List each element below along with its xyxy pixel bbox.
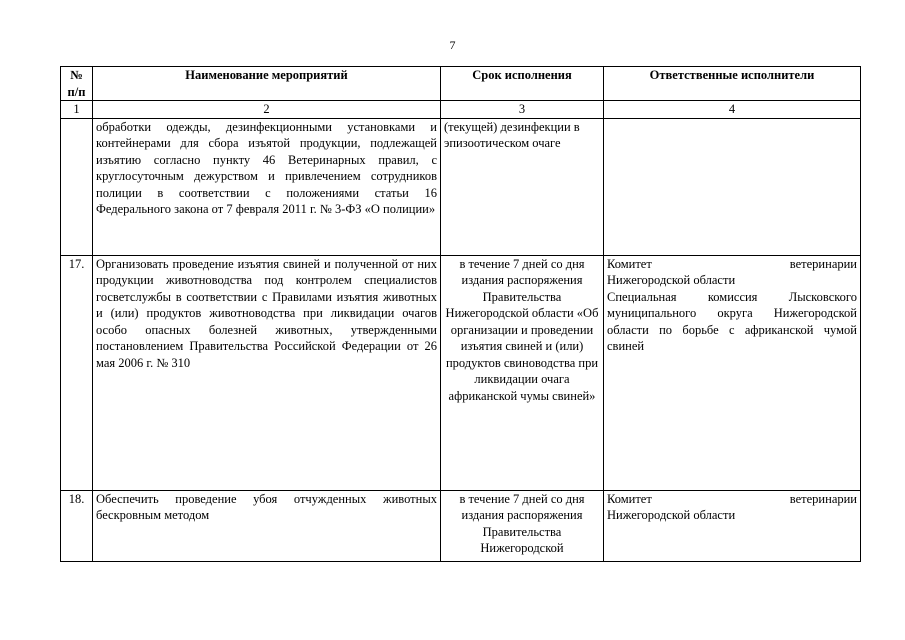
measure-text: Организовать проведение изъятия свиней и полученной от них продукции животноводства под контролем специалистов госветслужбы в соответствии с Правилами изъятия животных и (или) продуктов животноводства при ликвидации очагов особо опасных болезней животных, утвержденными постановлением Правительства Российской Федерации от 26 мая 2006 г. № 310 <box>93 255 441 490</box>
row-number <box>61 118 93 255</box>
header-measure: Наименование мероприятий <box>93 67 441 101</box>
responsible-text <box>604 118 861 255</box>
responsible-first-line <box>607 256 857 273</box>
header-responsible: Ответственные исполнители <box>604 67 861 101</box>
page-number: 7 <box>449 38 456 52</box>
deadline-text: издания распоряжения Правительства Нижегородской области «Об организации и проведении изъятия свиней и (или) продуктов свиноводства при ликвидации очага африканской чумы свиней» <box>445 273 599 403</box>
column-number: 1 <box>61 101 93 119</box>
responsible-word: ветеринарии <box>789 256 857 271</box>
deadline-first-line: в течение 7 дней со дня <box>459 256 585 271</box>
responsible-text: Специальная комиссия Лысковского муниципального округа Нижегородской области по борьбе с африканской чумой свиней <box>607 289 857 353</box>
measures-table <box>60 66 861 562</box>
responsible-text: Нижегородской области <box>607 508 736 522</box>
responsible-cell <box>604 490 861 561</box>
row-number: 17. <box>61 255 93 490</box>
responsible-text: Нижегородской области <box>607 273 736 287</box>
responsible-word: ветеринарии <box>789 491 857 506</box>
column-number-row <box>61 101 861 119</box>
measure-text: обработки одежды, дезинфекционными установками и контейнерами для сбора изъятой продукции, подлежащей изъятию согласно пункту 46 Ветеринарных правил, с круглосуточным дежурством и привлечением сотрудников полиции в соответствии с положениями статьи 16 Федерального закона от 7 февраля 2011 г. № 3-ФЗ «О полиции» <box>93 118 441 255</box>
measure-text: Обеспечить проведение убоя отчужденных животных бескровным методом <box>93 490 441 561</box>
responsible-cell <box>604 255 861 490</box>
header-deadline: Срок исполнения <box>441 67 604 101</box>
table-row <box>61 255 861 490</box>
deadline-cell <box>441 490 604 561</box>
responsible-word: Комитет <box>607 491 652 506</box>
column-number: 4 <box>604 101 861 119</box>
table-row <box>61 118 861 255</box>
header-number: № п/п <box>61 67 93 101</box>
row-number: 18. <box>61 490 93 561</box>
responsible-word: Комитет <box>607 256 652 271</box>
deadline-text: издания распоряжения Правительства Нижегородской <box>461 508 583 555</box>
deadline-first-line: в течение 7 дней со дня <box>459 491 585 506</box>
column-number: 2 <box>93 101 441 119</box>
responsible-first-line <box>607 491 857 508</box>
deadline-cell <box>441 255 604 490</box>
deadline-text: (текущей) дезинфекции в эпизоотическом очаге <box>441 118 604 255</box>
table-header-row <box>61 67 861 101</box>
table-row <box>61 490 861 561</box>
column-number: 3 <box>441 101 604 119</box>
